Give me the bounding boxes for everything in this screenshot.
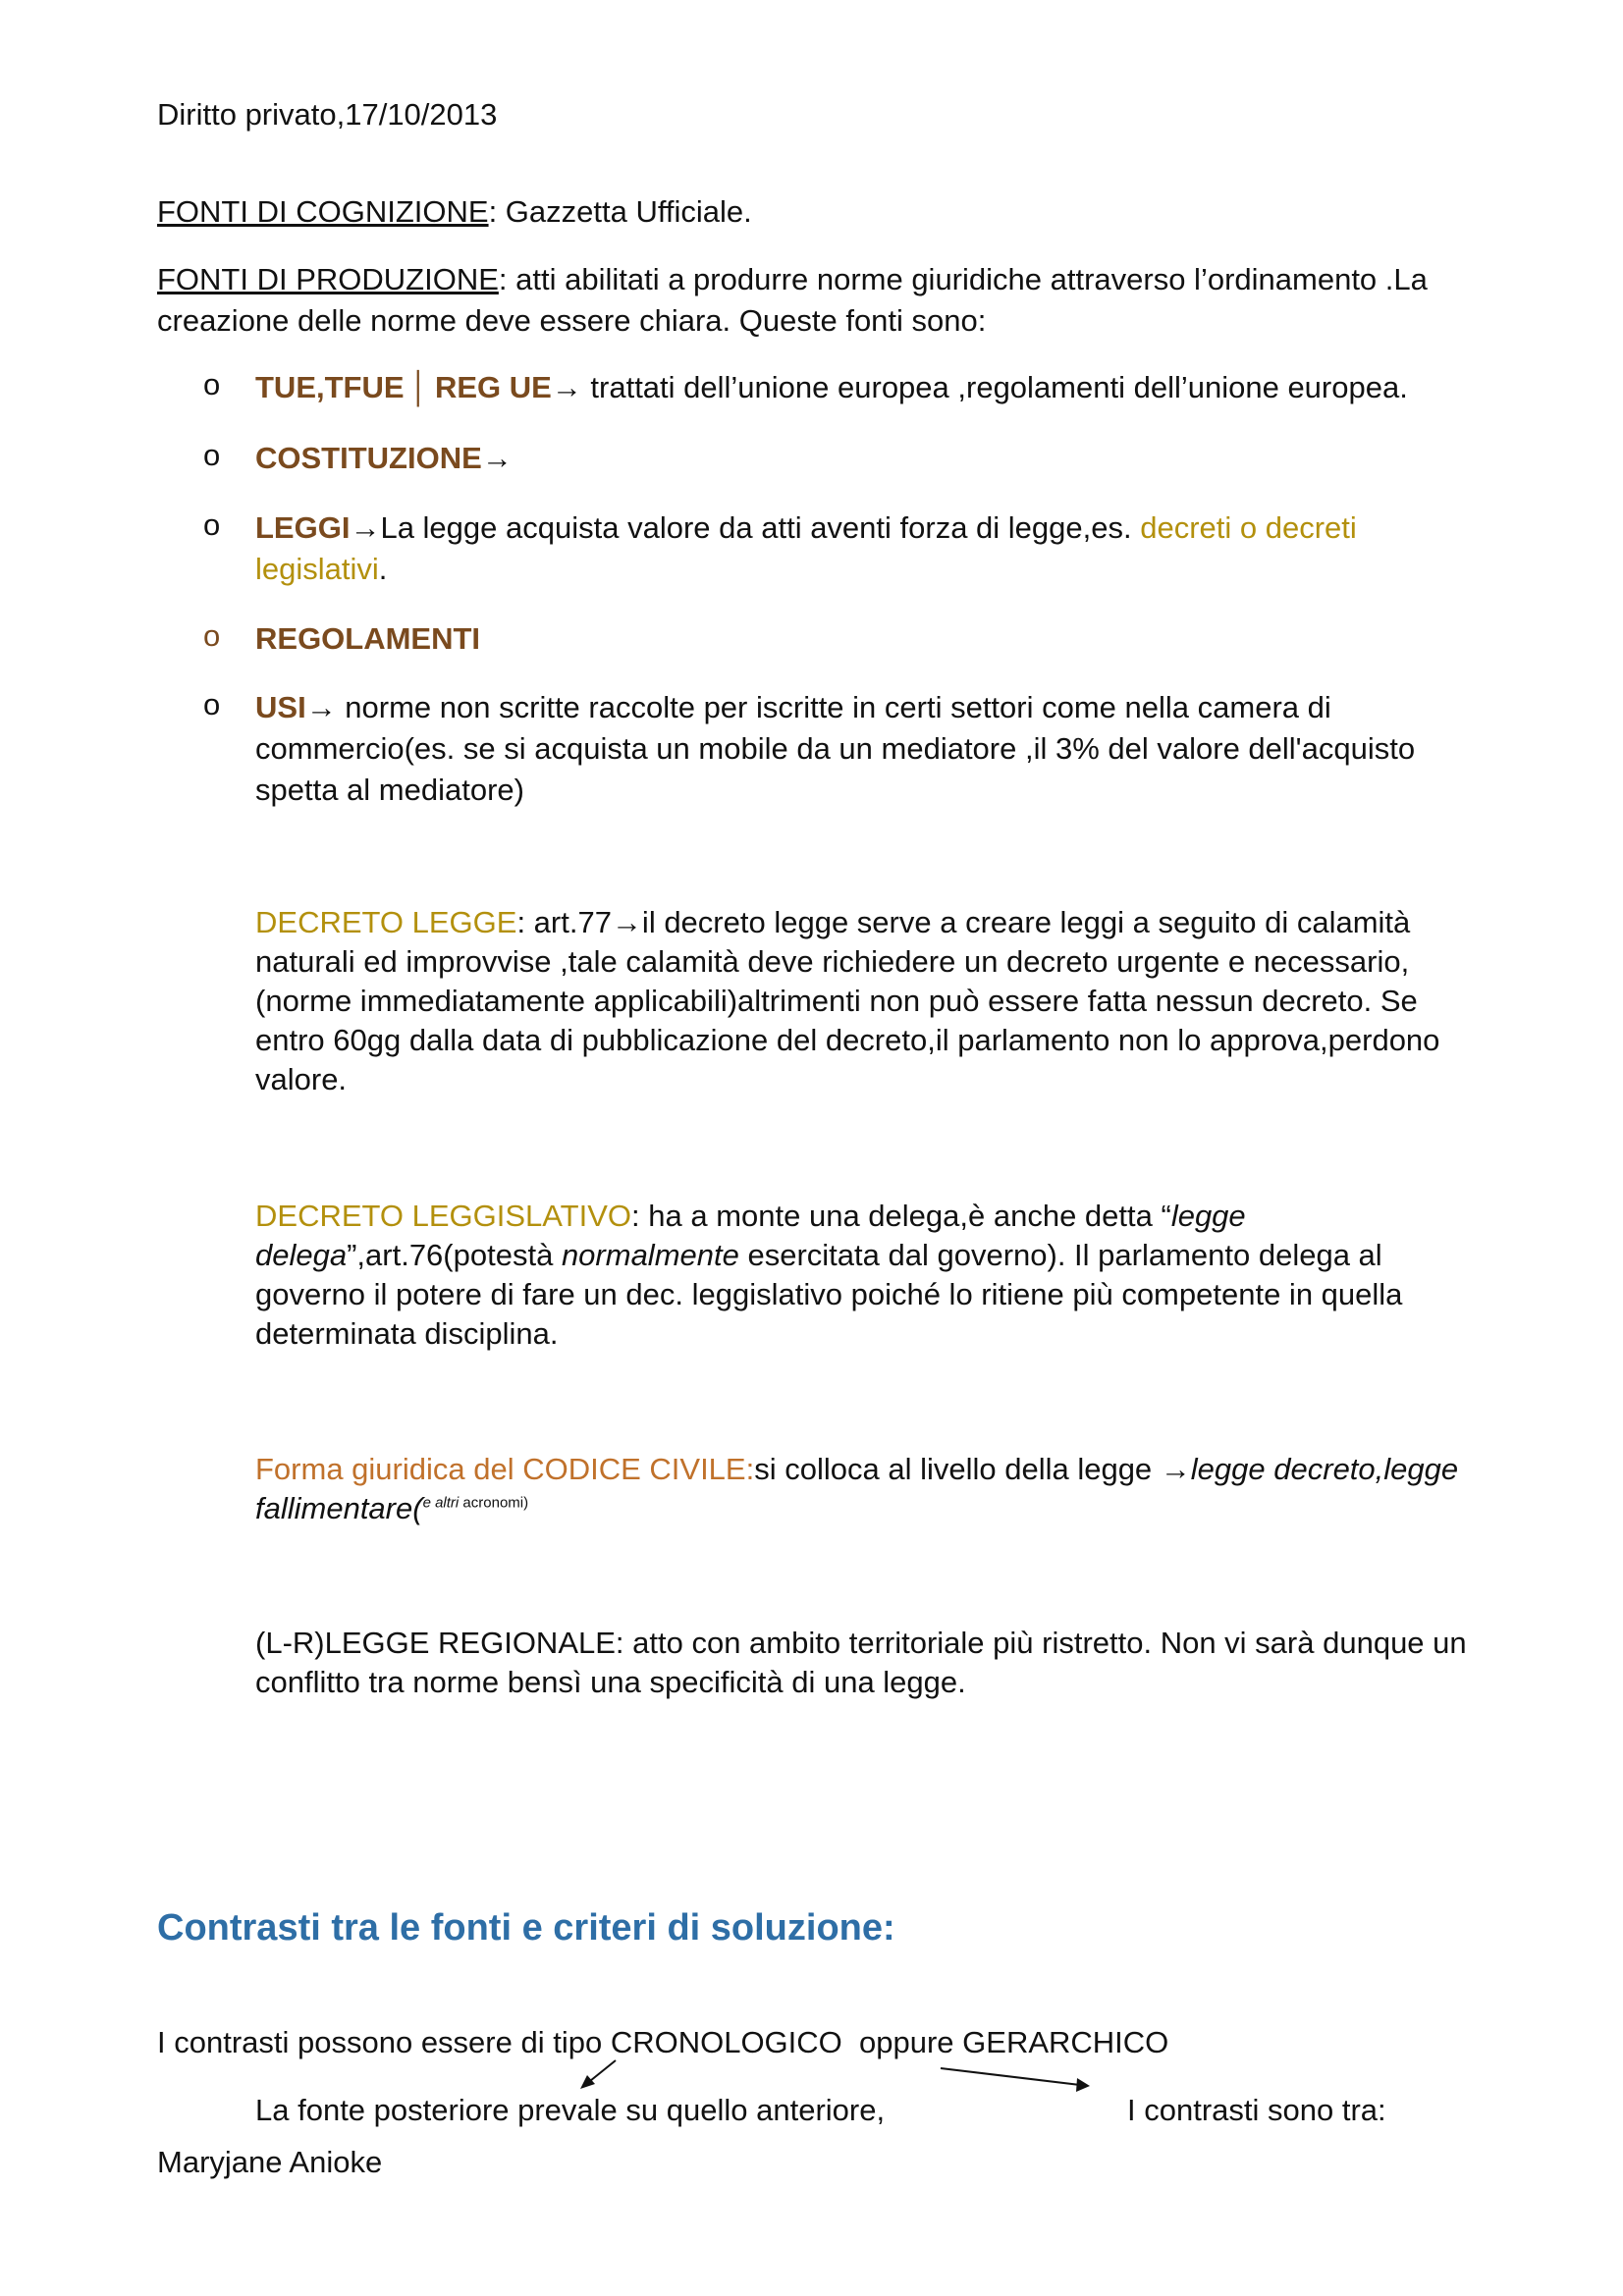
- header-title: Diritto privato,17/10/2013: [157, 97, 498, 132]
- paragraph-text: ”,art.76(potestà: [347, 1238, 562, 1272]
- codice-civile-label: Forma giuridica del CODICE CIVILE:: [255, 1452, 755, 1486]
- list-item-text: commercio(es. se si acquista un mobile da un mediatore ,il 3% del valore dell'acquisto: [255, 731, 1416, 766]
- paragraph-text: oppure: [841, 2025, 963, 2059]
- list-bullet: o: [203, 438, 221, 472]
- paragraph-line: valore.: [255, 1062, 348, 1096]
- superscript-italic: e altri: [422, 1494, 460, 1512]
- decreto-legislativo-label: DECRETO LEGGISLATIVO: [255, 1199, 632, 1233]
- gerarchico-term: GERARCHICO: [962, 2025, 1169, 2059]
- highlight-text: legislativi: [255, 552, 379, 586]
- decreto-legge-label: DECRETO LEGGE: [255, 905, 517, 939]
- paragraph-text: I contrasti possono essere di tipo: [157, 2025, 611, 2059]
- arrow-icon: →: [305, 690, 337, 724]
- list-bullet: o: [203, 367, 221, 401]
- fonti-produzione-text-2: creazione delle norme deve essere chiara. Queste fonti sono:: [157, 303, 987, 338]
- fonti-produzione-label: FONTI DI PRODUZIONE: [157, 262, 499, 296]
- superscript-text: acronomi): [459, 1494, 529, 1512]
- list-item-text: norme non scritte raccolte per iscritte in certi settori come nella camera di: [336, 690, 1331, 724]
- list-item-text: La legge acquista valore da atti aventi forza di legge,es.: [380, 510, 1141, 545]
- paragraph-italic: legge: [1170, 1199, 1246, 1233]
- highlight-text: decreti o decreti: [1140, 510, 1357, 545]
- paragraph-line: determinata disciplina.: [255, 1316, 559, 1351]
- fonti-cognizione-text: : Gazzetta Ufficiale.: [488, 194, 752, 229]
- paragraph-text: esercitata dal governo). Il parlamento delega al: [738, 1238, 1382, 1272]
- paragraph-line: conflitto tra norme bensì una specificità di una legge.: [255, 1665, 966, 1699]
- fonti-produzione-text-1: : atti abilitati a produrre norme giuridiche attraverso l’ordinamento .La: [498, 262, 1428, 296]
- list-item-text: trattati dell’unione europea ,regolamenti dell’unione europea.: [581, 370, 1408, 404]
- paragraph-italic: normalmente: [561, 1238, 739, 1272]
- arrow-icon: →: [481, 441, 513, 475]
- list-item-label: USI: [255, 690, 306, 724]
- footer-author: Maryjane Anioke: [157, 2145, 383, 2179]
- list-bullet: o: [203, 687, 221, 721]
- cronologico-term: CRONOLOGICO: [610, 2025, 842, 2059]
- list-item-text: spetta al mediatore): [255, 773, 524, 807]
- paragraph-line: (norme immediatamente applicabili)altrimenti non può essere fatta nessun decreto. Se: [255, 984, 1418, 1018]
- list-bullet: o: [203, 618, 221, 653]
- list-item-label: TUE,TFUE: [255, 370, 405, 404]
- separator: │: [409, 370, 429, 404]
- paragraph-italic: fallimentare(: [255, 1491, 423, 1525]
- list-item-label: LEGGI: [255, 510, 351, 545]
- paragraph-line: : art.77→il decreto legge serve a creare leggi a seguito di calamità: [516, 905, 1411, 939]
- left-note: La fonte posteriore prevale su quello anteriore,: [255, 2093, 886, 2127]
- paragraph-text: : ha a monte una delega,è anche detta “: [631, 1199, 1171, 1233]
- right-note: I contrasti sono tra:: [1127, 2093, 1386, 2127]
- paragraph-text: si colloca al livello della legge →: [754, 1452, 1191, 1486]
- list-item-text: .: [378, 552, 388, 586]
- list-item-label: REGOLAMENTI: [255, 621, 481, 656]
- list-item-label: COSTITUZIONE: [255, 441, 482, 475]
- paragraph-line: (L-R)LEGGE REGIONALE: atto con ambito territoriale più ristretto. Non vi sarà dunque un: [255, 1626, 1467, 1660]
- arrow-icon: →: [551, 370, 582, 404]
- paragraph-line: entro 60gg dalla data di pubblicazione del decreto,il parlamento non lo approva,perdono: [255, 1023, 1440, 1057]
- arrow-to-left-note-icon: [580, 2060, 616, 2089]
- list-bullet: o: [203, 507, 221, 542]
- section-heading: Contrasti tra le fonti e criteri di soluzione:: [157, 1907, 895, 1949]
- paragraph-italic: legge decreto,legge: [1190, 1452, 1459, 1486]
- arrow-icon: →: [350, 510, 381, 545]
- paragraph-italic: delega: [255, 1238, 348, 1272]
- arrow-to-right-note-icon: [941, 2068, 1090, 2092]
- paragraph-line: governo il potere di fare un dec. leggislativo poiché lo ritiene più competente in quella: [255, 1277, 1403, 1311]
- paragraph-line: naturali ed improvvise ,tale calamità deve richiedere un decreto urgente e necessario,: [255, 944, 1410, 979]
- list-item-label: REG UE: [434, 370, 552, 404]
- fonti-cognizione-label: FONTI DI COGNIZIONE: [157, 194, 489, 229]
